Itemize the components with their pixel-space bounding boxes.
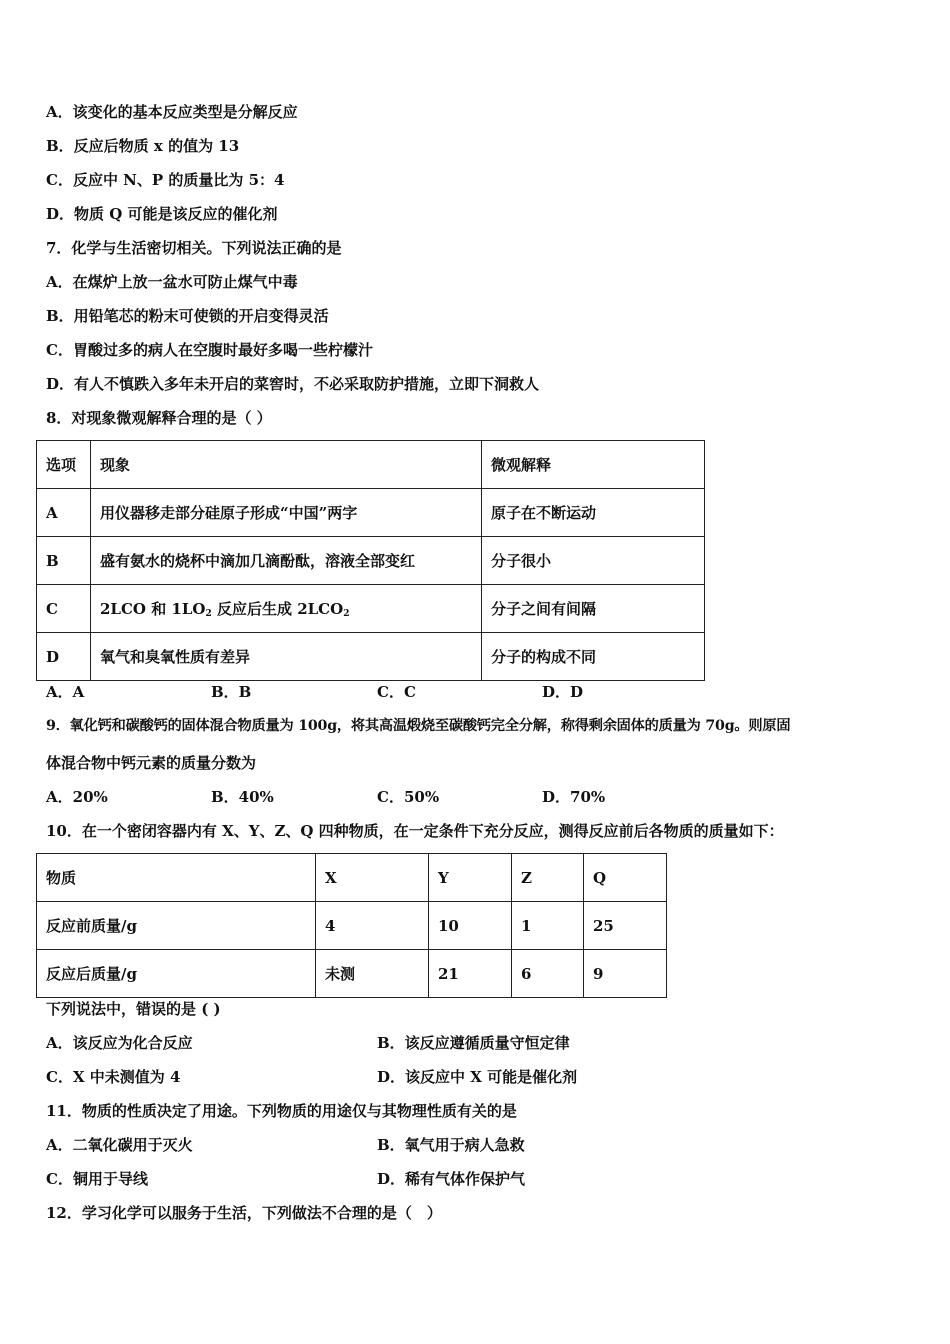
q10-stem: 10．在一个密闭容器内有 X、Y、Z、Q 四种物质，在一定条件下充分反应，测得反应前后各物质的质量如下：	[46, 822, 784, 840]
q8-row-option: A	[37, 489, 91, 537]
q9-stem-line1: 9．氧化钙和碳酸钙的固体混合物质量为 100g，将其高温煅烧至碳酸钙完全分解，称得剩余固体的质量为 70g。则原固	[46, 718, 791, 734]
q7-option-b: B．用铅笔芯的粉末可使锁的开启变得灵活	[46, 307, 329, 325]
subscript: 2	[343, 609, 350, 619]
q8-table-row	[37, 489, 705, 537]
q8-header-explanation: 微观解释	[482, 441, 705, 489]
q10-table	[36, 853, 667, 998]
q11-stem: 11．物质的性质决定了用途。下列物质的用途仅与其物理性质有关的是	[46, 1102, 517, 1120]
q10-cell: 1	[512, 902, 584, 950]
q8-option-c: C．C	[377, 683, 416, 701]
q9-option-a: A．20%	[46, 788, 108, 806]
q10-table-row	[37, 902, 667, 950]
q6-option-c: C．反应中 N、P 的质量比为 5：4	[46, 171, 285, 189]
q10-option-c: C．X 中未测值为 4	[46, 1068, 181, 1086]
subscript: 2	[205, 609, 212, 619]
q12-stem: 12．学习化学可以服务于生活，下列做法不合理的是（ ）	[46, 1204, 442, 1222]
q10-cell: 未测	[316, 950, 429, 998]
q8-stem: 8．对现象微观解释合理的是（ ）	[46, 409, 272, 427]
q8-row-phenomenon: 用仪器移走部分硅原子形成“中国”两字	[91, 489, 482, 537]
q8-row-option: B	[37, 537, 91, 585]
q10-cell: 反应前质量/g	[37, 902, 316, 950]
q8-table	[36, 440, 705, 681]
formula-text: 2LCO 和 1LO	[100, 600, 206, 618]
q10-table-row	[37, 950, 667, 998]
q9-option-c: C．50%	[377, 788, 440, 806]
q8-table-row	[37, 537, 705, 585]
q8-row-phenomenon	[91, 585, 482, 633]
q8-row-phenomenon: 盛有氨水的烧杯中滴加几滴酚酞，溶液全部变红	[91, 537, 482, 585]
q10-option-b: B．该反应遵循质量守恒定律	[377, 1034, 570, 1052]
q11-option-c: C．铜用于导线	[46, 1170, 148, 1188]
q9-stem-line2: 体混合物中钙元素的质量分数为	[46, 754, 257, 772]
q10-cell: 6	[512, 950, 584, 998]
q8-row-explanation: 分子很小	[482, 537, 705, 585]
q10-cell: 10	[429, 902, 512, 950]
q9-option-d: D．70%	[542, 788, 606, 806]
q10-option-d: D．该反应中 X 可能是催化剂	[377, 1068, 578, 1086]
q8-row-explanation: 分子之间有间隔	[482, 585, 705, 633]
q10-table-header-row	[37, 854, 667, 902]
q10-header-cell: X	[316, 854, 429, 902]
q10-header-cell: 物质	[37, 854, 316, 902]
q8-header-option: 选项	[37, 441, 91, 489]
q10-cell: 4	[316, 902, 429, 950]
q10-header-cell: Y	[429, 854, 512, 902]
q8-option-d: D．D	[542, 683, 584, 701]
q7-option-d: D．有人不慎跌入多年未开启的菜窖时，不必采取防护措施，立即下洞救人	[46, 375, 540, 393]
q8-header-phenomenon: 现象	[91, 441, 482, 489]
q8-table-header-row	[37, 441, 705, 489]
q7-stem: 7．化学与生活密切相关。下列说法正确的是	[46, 239, 342, 257]
q8-option-a: A．A	[46, 683, 85, 701]
q10-cell: 21	[429, 950, 512, 998]
q7-option-a: A．在煤炉上放一盆水可防止煤气中毒	[46, 273, 298, 291]
q10-option-a: A．该反应为化合反应	[46, 1034, 193, 1052]
q6-option-d: D．物质 Q 可能是该反应的催化剂	[46, 205, 278, 223]
q10-cell: 25	[584, 902, 667, 950]
formula-text: 反应后生成 2LCO	[211, 600, 344, 618]
q9-option-b: B．40%	[211, 788, 274, 806]
q8-row-explanation: 分子的构成不同	[482, 633, 705, 681]
q8-row-option: D	[37, 633, 91, 681]
q8-row-option: C	[37, 585, 91, 633]
q7-option-c: C．胃酸过多的病人在空腹时最好多喝一些柠檬汁	[46, 341, 373, 359]
q8-row-explanation: 原子在不断运动	[482, 489, 705, 537]
q10-header-cell: Z	[512, 854, 584, 902]
q8-table-row	[37, 585, 705, 633]
q6-option-a: A．该变化的基本反应类型是分解反应	[46, 103, 298, 121]
q10-cell: 反应后质量/g	[37, 950, 316, 998]
q11-option-d: D．稀有气体作保护气	[377, 1170, 526, 1188]
q6-option-b: B．反应后物质 x 的值为 13	[46, 137, 240, 155]
q8-row-phenomenon: 氧气和臭氧性质有差异	[91, 633, 482, 681]
q11-option-b: B．氧气用于病人急救	[377, 1136, 525, 1154]
q8-table-row	[37, 633, 705, 681]
q10-sub-stem: 下列说法中，错误的是 ( )	[46, 1000, 221, 1018]
q11-option-a: A．二氧化碳用于灭火	[46, 1136, 193, 1154]
q10-header-cell: Q	[584, 854, 667, 902]
q8-option-b: B．B	[211, 683, 252, 701]
q10-cell: 9	[584, 950, 667, 998]
